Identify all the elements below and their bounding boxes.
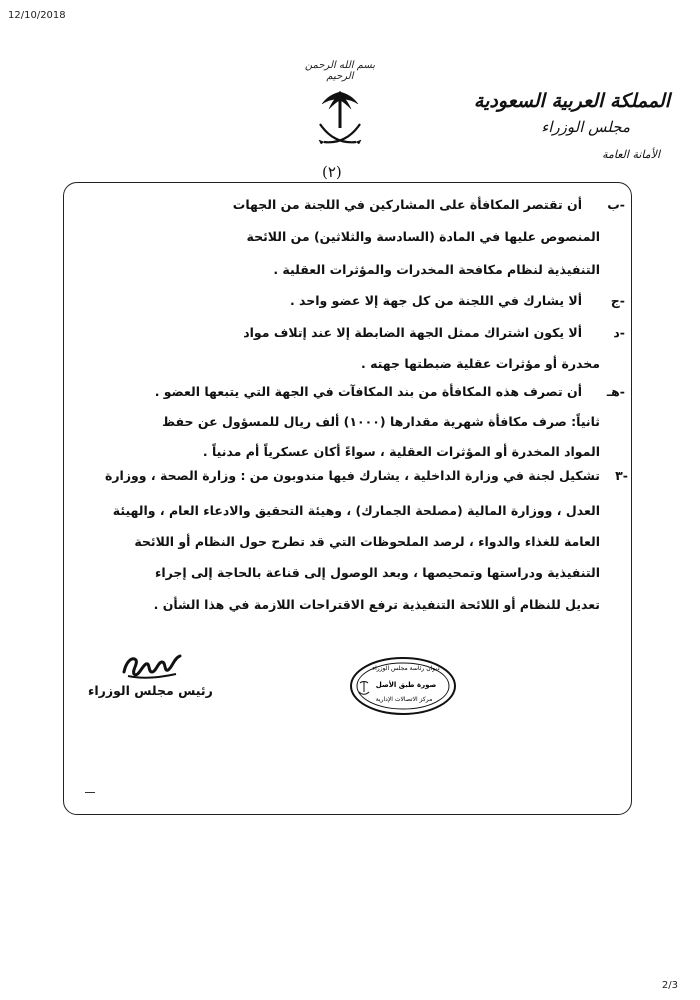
council-name: مجلس الوزراء [541,118,630,136]
basmala: بسم الله الرحمن الرحيم [304,60,376,82]
stamp-middle-text: صورة طبق الأصل [375,681,437,689]
item-j-label: ج- [610,293,625,308]
item-b-line-3: التنفيذية لنظام مكافحة المخدرات والمؤثرات العقلية . [273,262,600,277]
signature-icon [118,648,188,682]
item-d-line-1: ألا يكون اشتراك ممثل الجهة الضابطة إلا عند إتلاف مواد [243,325,582,340]
item-3-line-4: التنفيذية ودراستها وتمحيصها ، وبعد الوصول إلى قناعة بالحاجة إلى إجراء [154,565,600,580]
item-d-line-2: مخدرة أو مؤثرات عقلية ضبطتها جهته . [360,356,600,371]
print-date: 12/10/2018 [8,10,66,21]
item-3-label: ٣- [615,468,628,483]
item-3-line-1: تشكيل لجنة في وزارة الداخلية ، يشارك فيها مندوبون من : وزارة الصحة ، ووزارة [104,468,600,483]
kingdom-name: المملكة العربية السعودية [473,90,670,112]
second-line-2: المواد المخدرة أو المؤثرات العقلية ، سواءً أكان عسكرياً أم مدنياً . [202,444,600,459]
saudi-emblem-icon [314,88,366,156]
item-d-label: د- [613,325,625,340]
item-h-line-1: أن تصرف هذه المكافأة من بند المكافآت في الجهة التي يتبعها العضو . [154,384,582,399]
item-b-label: ب- [607,197,625,212]
stamp-emblem-icon [359,682,369,695]
item-3-line-5: تعديل للنظام أو اللائحة التنفيذية ترفع الاقتراحات اللازمة في هذا الشأن . [153,597,600,612]
letterhead [450,90,670,161]
sheet-number: (٢) [322,163,342,181]
page-number: 2/3 [661,980,678,991]
item-j-line-1: ألا يشارك في اللجنة من كل جهة إلا عضو واحد . [289,293,582,308]
stamp-top-text: ديوان رئاسة مجلس الوزراء [372,665,440,672]
item-3-line-2: العدل ، ووزارة المالية (مصلحة الجمارك) ، وهيئة التحقيق والادعاء العام ، والهيئة [112,503,600,518]
item-h-label: هـ- [606,384,625,399]
item-b-line-1: أن تقتصر المكافأة على المشاركين في اللجنة من الجهات [232,197,582,212]
item-3-line-3: العامة للغذاء والدواء ، لرصد الملحوظات التي قد تطرح حول النظام أو اللائحة [134,534,600,549]
margin-dash [85,792,95,793]
item-b-line-2: المنصوص عليها في المادة (السادسة والثلاثين) من اللائحة [246,229,600,244]
second-line-1: ثانياً: صرف مكافأة شهرية مقدارها (١٠٠٠) ألف ريال للمسؤول عن حفظ [162,414,600,429]
signer-title: رئيس مجلس الوزراء [88,683,213,698]
secretariat-name: الأمانة العامة [602,148,660,161]
official-stamp [348,655,458,717]
stamp-bottom-text: مركز الاتصالات الإدارية [375,696,433,703]
